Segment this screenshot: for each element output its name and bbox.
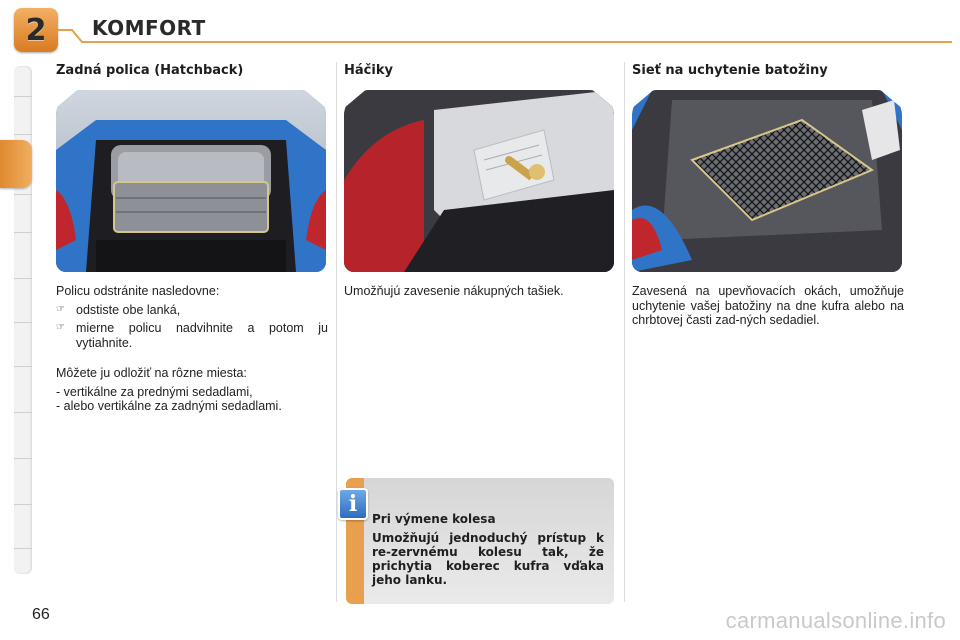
watermark: carmanualsonline.info [725,608,946,633]
section-title: Sieť na uchytenie batožiny [632,63,828,78]
section-luggage-net [632,58,904,332]
list-item-text: mierne policu nadvihnite a potom ju vytiahnite. [76,321,328,350]
list-item: - alebo vertikálne za zadnými sedadlami. [56,399,282,413]
page-number: 66 [32,606,50,623]
description-text: Zavesená na upevňovacích okách, umožňuje uchytenie vašej batožiny na dne kufra alebo na chrbtovej časti zad-ných sedadiel. [632,284,904,327]
info-box-spare-wheel [346,478,614,604]
info-box-title: Pri výmene kolesa [372,512,496,526]
column-divider [624,62,625,602]
hooks-photo [344,90,614,272]
list-item-text: odstiste obe lanká, [76,302,181,317]
hand-pointer-icon: ☞ [56,322,65,333]
info-box-text: Umožňujú jednoduchý prístup k re-zervnému kolesu tak, že prichytia koberec kufra vďaka jeho lanku. [372,531,604,587]
section-hooks [344,58,616,303]
active-chapter-tab[interactable] [0,140,32,188]
luggage-net-photo [632,90,902,272]
rear-shelf-instructions [56,284,328,414]
intro-text: Policu odstránite nasledovne: [56,284,220,298]
intro-text: Môžete ju odložiť na rôzne miesta: [56,366,247,380]
chapter-number: 2 [25,12,47,48]
section-title: Zadná polica (Hatchback) [56,63,244,78]
column-divider [336,62,337,602]
list-item: - vertikálne za prednými sedadlami, [56,384,253,399]
section-rear-shelf [56,58,328,414]
list-item [56,303,328,318]
luggage-net-description [632,284,904,328]
hooks-description [344,284,616,299]
info-icon: i [338,488,368,520]
hand-pointer-icon: ☞ [56,303,65,315]
rear-shelf-photo [56,90,326,272]
section-title: Háčiky [344,63,393,78]
chapter-header [0,0,960,60]
list-item [56,321,328,350]
description-text: Umožňujú zavesenie nákupných tašiek. [344,284,564,298]
chapter-title: KOMFORT [92,16,206,40]
